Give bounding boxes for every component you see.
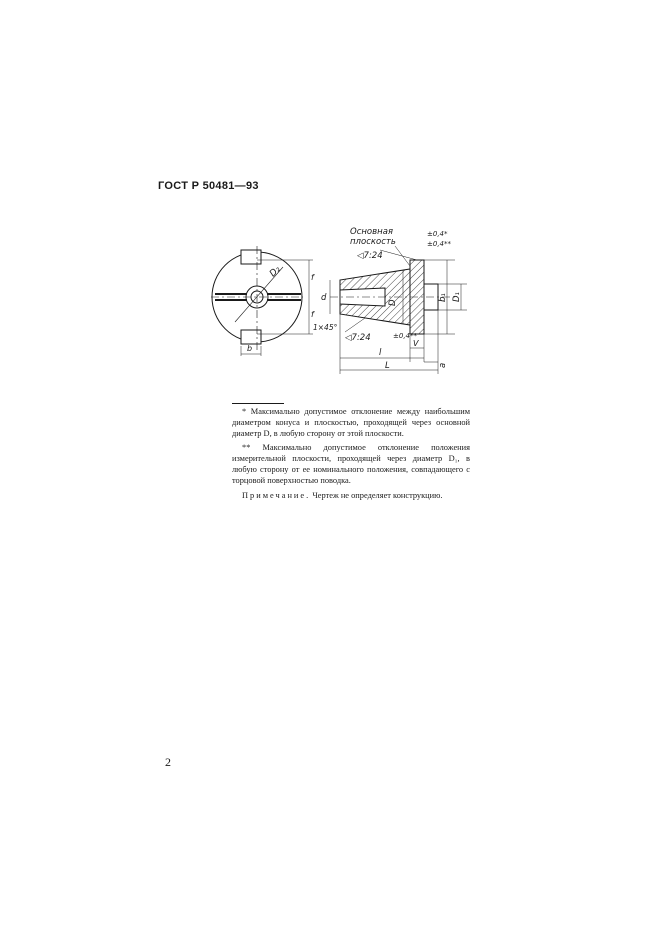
label-f-top: f	[311, 273, 314, 282]
label-chamfer: 1×45°	[313, 323, 338, 332]
label-b1: b₁	[438, 293, 448, 302]
page-number: 2	[165, 755, 171, 769]
label-l: l	[379, 348, 382, 358]
remark-text: Чертеж не определяет конструкцию.	[310, 491, 443, 501]
label-d2: D₂	[268, 264, 283, 280]
label-plane-line2: плоскость	[350, 237, 396, 247]
remark	[232, 490, 470, 501]
label-L: L	[385, 361, 390, 371]
footnote-2: ** Максимально допустимое отклонение положения измерительной плоскости, проходящей через диаметр D₁, в любую сторону от ее номинального положения, совпадающего с торцовой поверхностью поводка.	[232, 442, 470, 486]
label-f-bottom: f	[311, 310, 314, 319]
label-tol-3: ±0,4**	[393, 332, 417, 340]
label-V: V	[413, 339, 419, 348]
label-plane-line1: Основная	[350, 227, 394, 237]
side-view	[330, 246, 467, 374]
label-taper-top: ◁7:24	[357, 251, 383, 261]
label-tol-2: ±0,4**	[427, 240, 451, 248]
label-D1: D₁	[452, 292, 462, 302]
label-D: D	[388, 299, 398, 306]
label-a: a	[438, 362, 448, 368]
footnote-1: * Максимально допустимое отклонение между наибольшим диаметром конуса и плоскостью, проходящей через основной диаметр D, в любую сторону от этой плоскости.	[232, 407, 470, 439]
footnote-rule	[232, 403, 284, 404]
end-view	[211, 246, 313, 356]
label-taper-bottom: ◁7:24	[345, 333, 371, 343]
label-tol-1: ±0,4*	[427, 230, 448, 238]
label-b: b	[247, 344, 253, 353]
label-d: d	[321, 293, 327, 303]
document-header: ГОСТ Р 50481—93	[158, 180, 259, 192]
footnotes	[232, 403, 470, 504]
remark-label: Примечание.	[242, 491, 311, 501]
technical-drawing	[205, 222, 475, 382]
